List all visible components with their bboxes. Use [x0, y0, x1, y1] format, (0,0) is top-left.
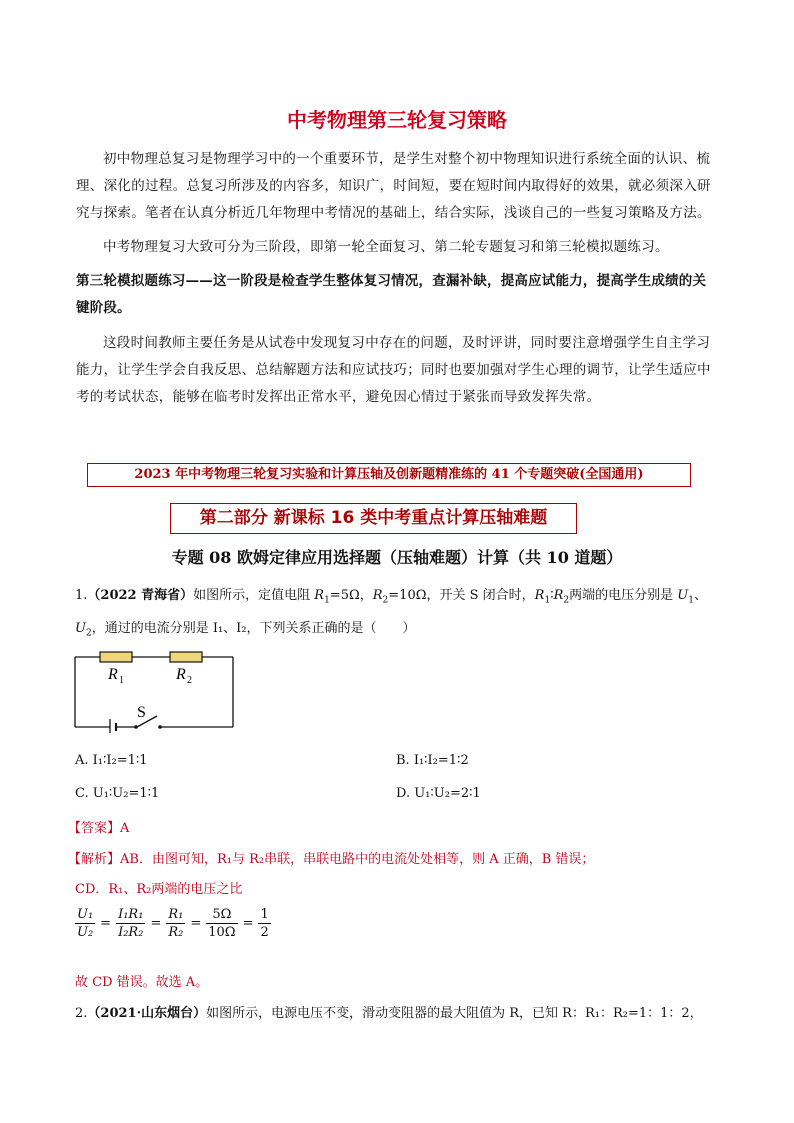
topic-heading: 专题 08 欧姆定律应用选择题（压轴难题）计算（共 10 道题）	[171, 548, 623, 567]
part-banner: 第二部分 新课标 16 类中考重点计算压轴难题	[170, 503, 577, 534]
frac-2-den: I₂R₂	[118, 925, 144, 940]
question-2-text: 如图所示，电源电压不变，滑动变阻器的最大阻值为 R，已知 R：R₁：R₂=1：1：2，	[206, 1006, 703, 1021]
frac-5-num: 1	[260, 907, 269, 922]
stem-text: 如图所示，定值电阻	[193, 588, 315, 603]
question-number: 1.	[75, 588, 88, 603]
question-source: （2022 青海省）	[87, 588, 194, 603]
r1-sub: 1	[324, 595, 330, 606]
r2-sub: 2	[382, 595, 389, 606]
question-2-number: 2.	[75, 1006, 88, 1021]
frac-4-num: 5Ω	[206, 906, 237, 924]
frac-4-den: 10Ω	[208, 925, 236, 940]
r2-label: R	[176, 666, 186, 683]
option-c[interactable]: C. U₁∶U₂=1∶1	[75, 786, 160, 801]
conclusion: 故 CD 错误。故选 A。	[75, 975, 209, 990]
intro-paragraph-3: 第三轮模拟题练习——这一阶段是检查学生整体复习情况，查漏补缺，提高应试能力，提高学生成绩的关键阶段。	[76, 273, 707, 316]
analysis-line-1: 【解析】AB．由图可知，R₁与 R₂串联，串联电路中的电流处处相等，则 A 正确，B 错误；	[68, 852, 595, 867]
series-banner: 2023 年中考物理三轮复习实验和计算压轴及创新题精准练的 41 个专题突破(全国通用)	[87, 463, 691, 487]
frac-1-num: U₁	[77, 907, 94, 922]
intro-paragraph-4: 这段时间教师主要任务是从试卷中发现复习中存在的问题，及时评讲，同时要注意增强学生自主学习能力，让学生学会自我反思、总结解题方法和应试技巧；同时也要加强对学生心理的调节，让学生适应中考的考试状态，能够在临考时发挥出正常水平，避免因心情过于紧张而导致发挥失常。	[76, 335, 711, 405]
ratio-formula: $\frac{\text{U₁}}{\text{U₂}}$ = $\frac{\text{I₁R₁}}{\text{I₂R₂}}$ = $\frac{\text{R₁}}{\text{R₂}}$ = $\frac{5\Omega}{10\Omega}$ = $\frac{1}{2}$	[77, 907, 269, 940]
frac-1-den: U₂	[77, 925, 94, 940]
option-d[interactable]: D. U₁∶U₂=2∶1	[396, 786, 481, 801]
frac-2-num: I₁R₁	[118, 907, 144, 922]
stem-line-2: ，通过的电流分别是 I₁、I₂，下列关系正确的是（ ）	[91, 620, 416, 636]
frac-3-den: R₂	[168, 925, 184, 940]
r1-label-sub: 1	[119, 675, 124, 686]
r1-label: R	[108, 666, 118, 683]
switch-label: S	[137, 704, 146, 721]
intro-paragraph-2: 中考物理复习大致可分为三阶段，即第一轮全面复习、第二轮专题复习和第三轮模拟题练习。	[103, 239, 669, 255]
resistor-r1	[100, 652, 132, 662]
question-2-stem	[75, 1000, 725, 1028]
option-a[interactable]: A. I₁∶I₂=1∶1	[75, 753, 148, 768]
page-title: 中考物理第三轮复习策略	[287, 108, 507, 132]
frac-3-num: R₁	[168, 907, 184, 922]
ratio-text: 两端的电压分别是	[569, 588, 678, 603]
analysis-line-2: CD．R₁、R₂两端的电压之比	[75, 882, 243, 897]
intro-paragraph-1: 初中物理总复习是物理学习中的一个重要环节，是学生对整个初中物理知识进行系统全面的认识、梳理、深化的过程。总复习所涉及的内容多，知识广，时间短，要在短时间内取得好的效果，就必须深入研究与探索。笔者在认真分析近几年物理中考情况的基础上，结合实际，浅谈自己的一些复习策略及方法。	[76, 151, 711, 221]
r2-symbol: R	[372, 588, 383, 603]
question-2-source: （2021·山东烟台）	[87, 1006, 207, 1021]
question-1-stem: 1.（2022 青海省）如图所示，定值电阻 $R_1=5\Omega$，$R_2=10\Omega$，开关 S 闭合时，$R_1∶R_2$两端的电压分别是 $U_1$、 $U_2$，通过的电流分别是 I₁、I₂，下列关系正确的是（ ）	[75, 588, 707, 639]
answer-label: 【答案】A	[68, 821, 130, 836]
circuit-diagram	[72, 643, 238, 733]
resistor-r2	[170, 652, 202, 662]
r2-value: =10Ω，开关 S 闭合时，	[388, 588, 535, 603]
option-b[interactable]: B. I₁∶I₂=1∶2	[396, 753, 469, 768]
r1-value: =5Ω，	[329, 588, 373, 603]
r2-label-sub: 2	[187, 675, 192, 686]
frac-5-den: 2	[260, 925, 269, 940]
r1-symbol: R	[314, 588, 325, 603]
